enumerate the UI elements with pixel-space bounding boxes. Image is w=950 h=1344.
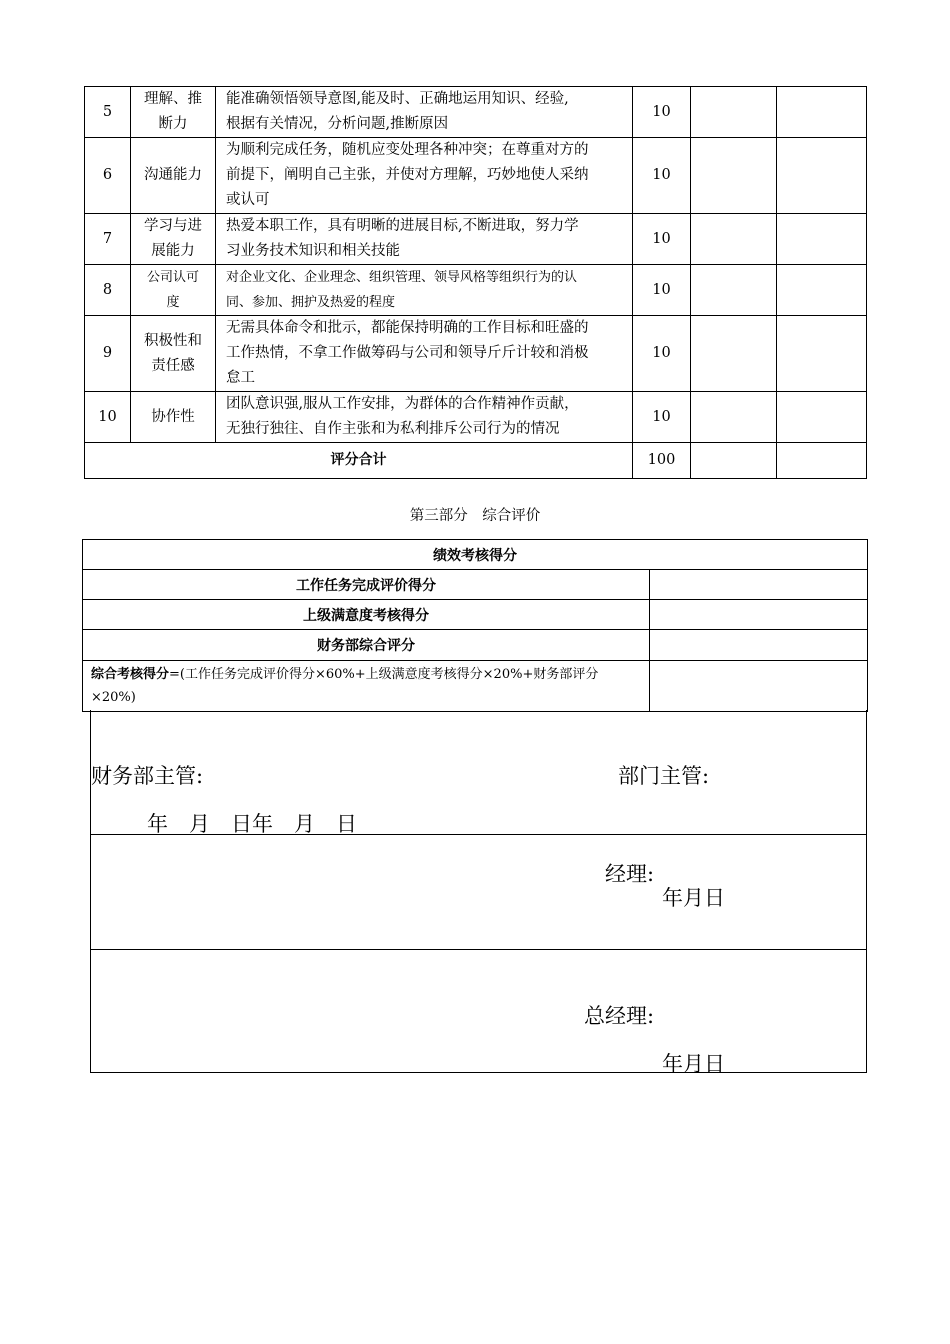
description-line: 对企业文化、企业理念、组织管理、领导风格等组织行为的认 <box>226 270 578 285</box>
criterion-name <box>131 87 216 138</box>
row-number: 9 <box>85 316 131 392</box>
self-score-cell[interactable] <box>691 316 777 392</box>
task-score-value[interactable] <box>650 570 868 600</box>
signature-divider <box>91 949 866 950</box>
description-line: 为顺利完成任务，随机应变处理各种冲突；在尊重对方的 <box>226 142 589 158</box>
supervisor-date-line: 年 月 日年 月 日 <box>147 812 357 836</box>
signature-box <box>90 710 867 1076</box>
general-manager-date: 年月日 <box>662 1052 725 1076</box>
criterion-description <box>216 138 633 214</box>
criterion-description <box>216 392 633 443</box>
table-row <box>85 316 867 392</box>
table-row <box>85 214 867 265</box>
overall-score-formula <box>83 661 650 712</box>
score-table <box>84 86 867 479</box>
criterion-name <box>131 265 216 316</box>
reviewer-score-cell[interactable] <box>777 138 867 214</box>
description-line: 怠工 <box>226 370 255 386</box>
description-line: 热爱本职工作，具有明晰的进展目标,不断进取，努力学 <box>226 218 579 234</box>
score-table-body <box>85 87 867 479</box>
reviewer-score-cell[interactable] <box>777 316 867 392</box>
total-row <box>85 443 867 479</box>
criterion-name <box>131 316 216 392</box>
self-score-cell[interactable] <box>691 87 777 138</box>
criterion-name-line: 展能力 <box>151 243 195 259</box>
self-score-cell[interactable] <box>691 138 777 214</box>
criterion-description <box>216 316 633 392</box>
criterion-description <box>216 214 633 265</box>
description-line: 工作热情，不拿工作做筹码与公司和领导斤斤计较和消极 <box>226 345 589 361</box>
criterion-name-line: 公司认可 <box>146 270 199 285</box>
table-row <box>85 265 867 316</box>
general-manager-label: 总经理: <box>584 1004 655 1028</box>
row-number: 7 <box>85 214 131 265</box>
criterion-name-line: 度 <box>166 295 180 310</box>
total-reviewer-score-cell[interactable] <box>777 443 867 479</box>
reviewer-score-cell[interactable] <box>777 87 867 138</box>
section-title: 第三部分 综合评价 <box>409 508 541 524</box>
description-line: 团队意识强,服从工作安排，为群体的合作精神作贡献， <box>226 396 579 412</box>
description-line: 习业务技术知识和相关技能 <box>226 243 400 259</box>
formula-text: =(工作任务完成评价得分×60%+上级满意度考核得分×20%+财务部评分×20%) <box>91 667 599 705</box>
manager-date: 年月日 <box>662 886 725 910</box>
self-score-cell[interactable] <box>691 392 777 443</box>
full-score: 10 <box>633 316 691 392</box>
criterion-name-line: 沟通能力 <box>144 167 202 183</box>
criterion-name-line: 协作性 <box>151 408 195 425</box>
finance-score-label: 财务部综合评分 <box>83 630 650 661</box>
task-score-label: 工作任务完成评价得分 <box>83 570 650 600</box>
description-line: 同、参加、拥护及热爱的程度 <box>226 295 396 310</box>
finance-supervisor-label: 财务部主管: <box>91 764 204 788</box>
row-number: 10 <box>85 392 131 443</box>
criterion-name-line: 理解、推 <box>144 91 202 107</box>
superior-score-value[interactable] <box>650 600 868 630</box>
table-row <box>85 87 867 138</box>
finance-score-value[interactable] <box>650 630 868 661</box>
criterion-name <box>131 138 216 214</box>
row-number: 5 <box>85 87 131 138</box>
evaluation-table <box>82 539 868 712</box>
manager-label: 经理: <box>605 862 655 886</box>
superior-score-label: 上级满意度考核得分 <box>83 600 650 630</box>
description-line: 无需具体命令和批示，都能保持明确的工作目标和旺盛的 <box>226 320 589 336</box>
total-self-score-cell[interactable] <box>691 443 777 479</box>
row-number: 8 <box>85 265 131 316</box>
full-score: 10 <box>633 214 691 265</box>
reviewer-score-cell[interactable] <box>777 214 867 265</box>
criterion-description <box>216 265 633 316</box>
total-score: 100 <box>633 443 691 479</box>
criterion-name <box>131 214 216 265</box>
description-line: 根据有关情况，分析问题,推断原因 <box>226 116 449 132</box>
criterion-name-line: 责任感 <box>151 357 195 374</box>
reviewer-score-cell[interactable] <box>777 392 867 443</box>
table-row <box>85 392 867 443</box>
description-line: 能准确领悟领导意图,能及时、正确地运用知识、经验, <box>226 91 569 107</box>
formula-label: 综合考核得分 <box>91 667 170 682</box>
evaluation-header: 绩效考核得分 <box>83 540 868 570</box>
description-line: 前提下，阐明自己主张，并使对方理解，巧妙地使人采纳 <box>226 167 589 183</box>
total-label: 评分合计 <box>85 443 633 479</box>
full-score: 10 <box>633 87 691 138</box>
table-row <box>85 138 867 214</box>
criterion-name-line: 学习与进 <box>144 218 202 234</box>
row-number: 6 <box>85 138 131 214</box>
description-line: 或认可 <box>226 192 270 208</box>
criterion-name-line: 断力 <box>158 116 188 132</box>
description-line: 无独行独往、自作主张和为私利排斥公司行为的情况 <box>226 421 560 437</box>
criterion-name-line: 积极性和 <box>144 332 202 349</box>
full-score: 10 <box>633 265 691 316</box>
signature-divider <box>91 834 866 835</box>
self-score-cell[interactable] <box>691 214 777 265</box>
criterion-name <box>131 392 216 443</box>
full-score: 10 <box>633 392 691 443</box>
full-score: 10 <box>633 138 691 214</box>
reviewer-score-cell[interactable] <box>777 265 867 316</box>
dept-supervisor-label: 部门主管: <box>618 764 710 788</box>
self-score-cell[interactable] <box>691 265 777 316</box>
criterion-description <box>216 87 633 138</box>
overall-score-value[interactable] <box>650 661 868 712</box>
